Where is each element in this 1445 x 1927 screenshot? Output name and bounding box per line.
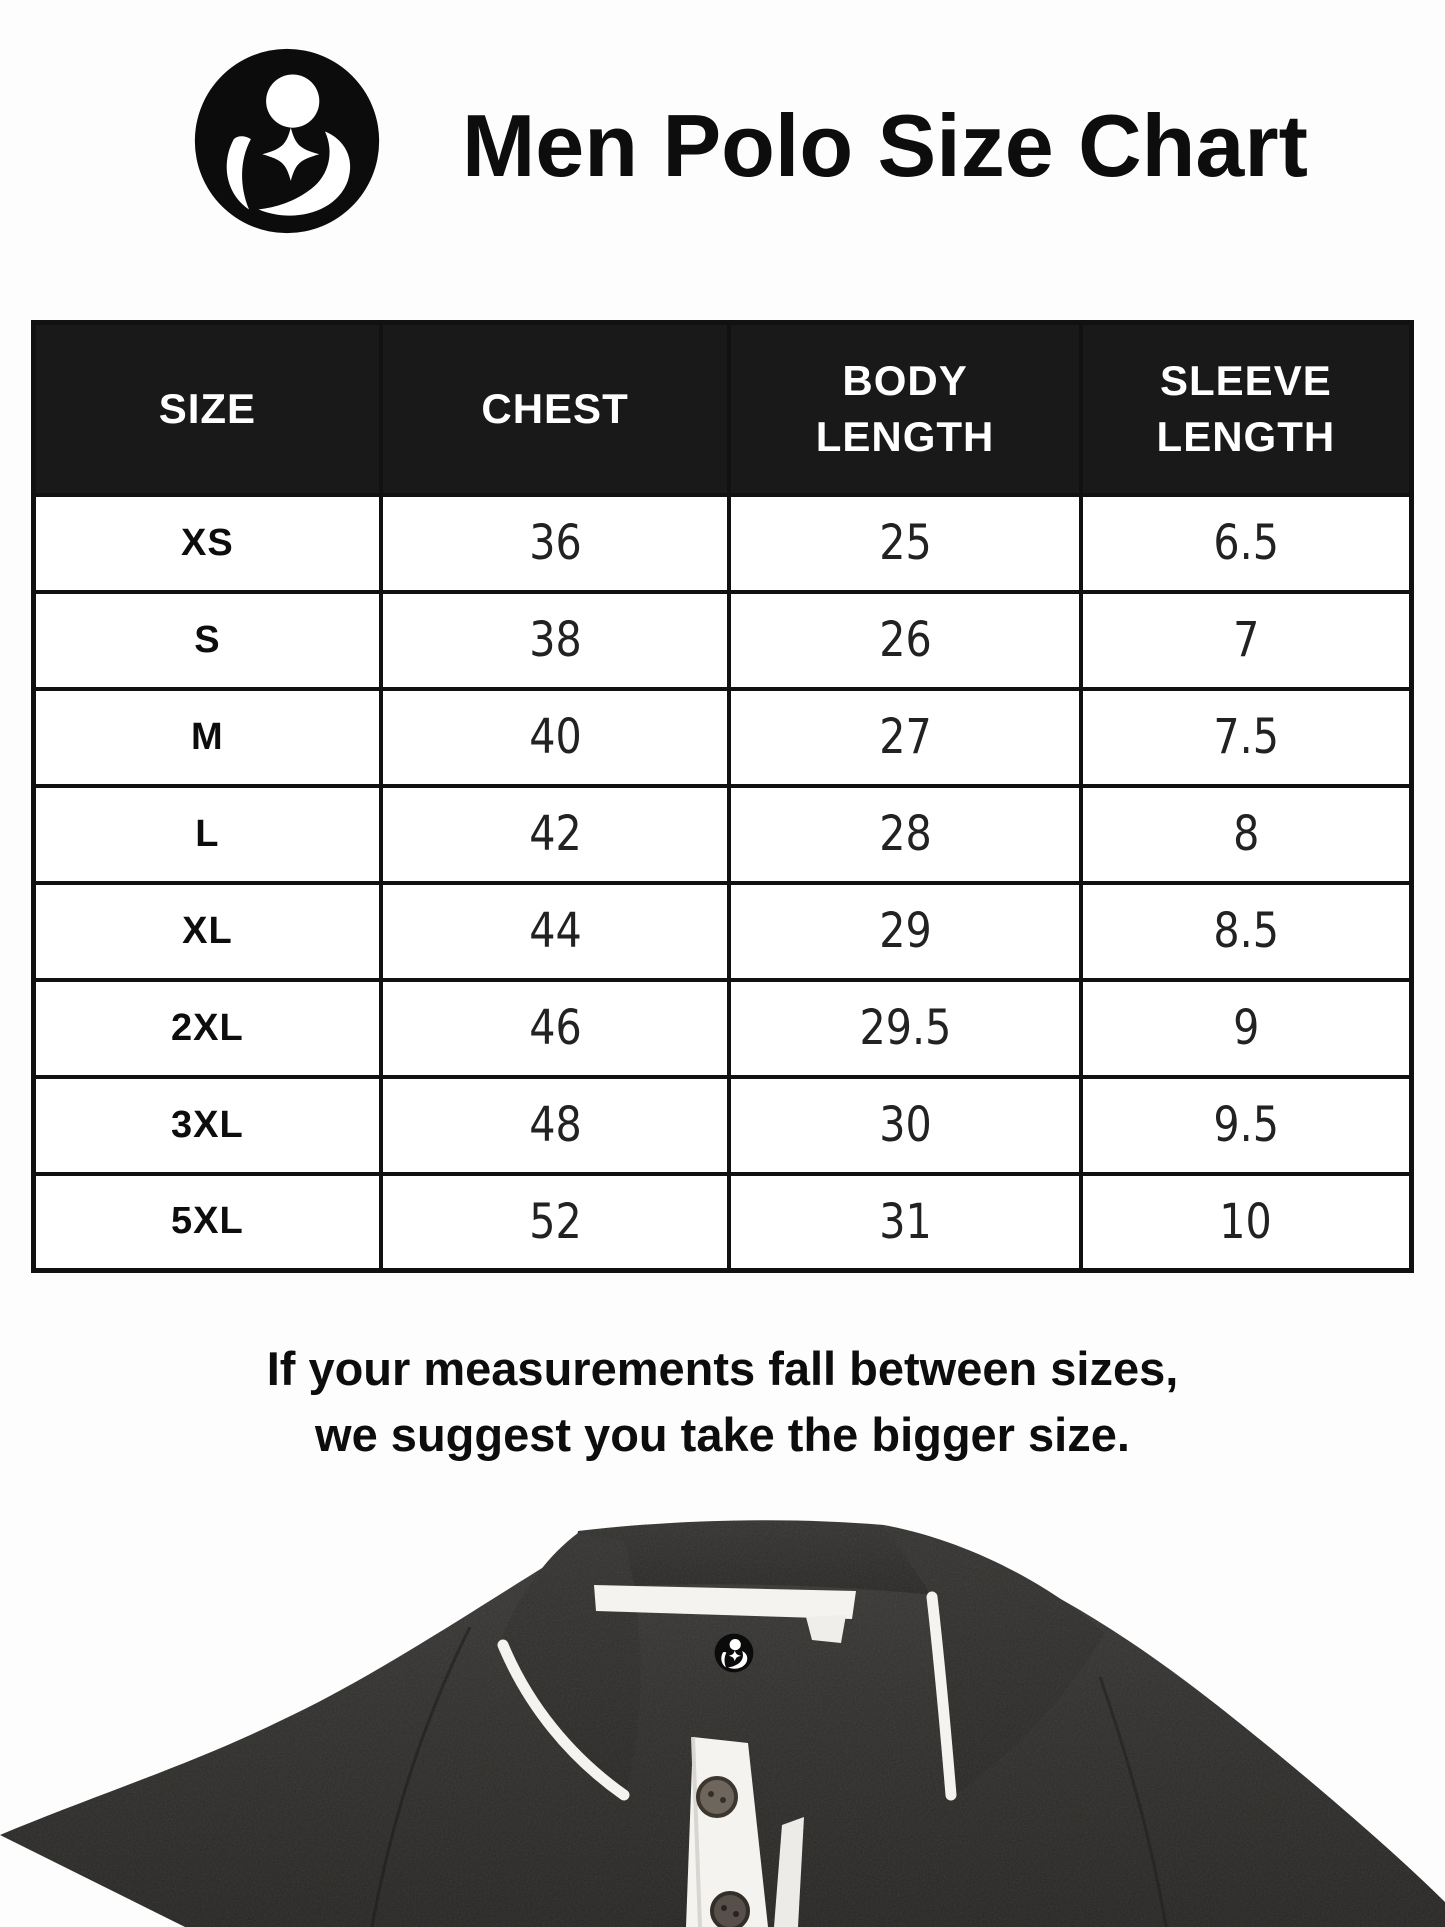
- neck-size-tab: [806, 1615, 846, 1643]
- sleeve-length-value: 8: [1081, 786, 1412, 883]
- chest-value: 44: [381, 883, 730, 980]
- fit-note: [0, 1336, 1445, 1468]
- page-title: Men Polo Size Chart: [462, 96, 1308, 195]
- size-label: S: [34, 592, 381, 689]
- sleeve-length-value: 10: [1081, 1174, 1412, 1271]
- sleeve-length-value: 8.5: [1081, 883, 1412, 980]
- sleeve-length-value: 7: [1081, 592, 1412, 689]
- fit-note-line2: we suggest you take the bigger size.: [315, 1408, 1130, 1461]
- size-label: 2XL: [34, 980, 381, 1077]
- size-label: M: [34, 689, 381, 786]
- lower-button: [712, 1893, 748, 1927]
- sleeve-length-value: 7.5: [1081, 689, 1412, 786]
- body-length-value: 26: [729, 592, 1080, 689]
- size-label: L: [34, 786, 381, 883]
- mother-and-child-brand-icon: [192, 46, 382, 236]
- body-length-value: 31: [729, 1174, 1080, 1271]
- table-row: [34, 786, 1412, 883]
- column-header-chest: CHEST: [381, 323, 730, 495]
- size-label: 3XL: [34, 1077, 381, 1174]
- table-row: [34, 495, 1412, 592]
- size-label: XL: [34, 883, 381, 980]
- table-row: [34, 1077, 1412, 1174]
- chest-value: 38: [381, 592, 730, 689]
- neck-tag-logo-icon: [715, 1634, 754, 1673]
- table-row: [34, 980, 1412, 1077]
- column-header-body-length: BODY LENGTH: [729, 323, 1080, 495]
- table-row: [34, 689, 1412, 786]
- body-length-value: 29.5: [729, 980, 1080, 1077]
- sleeve-length-value: 6.5: [1081, 495, 1412, 592]
- body-length-value: 30: [729, 1077, 1080, 1174]
- chest-value: 46: [381, 980, 730, 1077]
- table-header-row: [34, 323, 1412, 495]
- chest-value: 48: [381, 1077, 730, 1174]
- chest-value: 40: [381, 689, 730, 786]
- size-label: 5XL: [34, 1174, 381, 1271]
- column-header-sleeve-length: SLEEVE LENGTH: [1081, 323, 1412, 495]
- table-row: [34, 592, 1412, 689]
- body-length-value: 29: [729, 883, 1080, 980]
- fit-note-line1: If your measurements fall between sizes,: [266, 1342, 1179, 1395]
- size-chart-table: [31, 320, 1414, 1273]
- body-length-value: 27: [729, 689, 1080, 786]
- body-length-value: 28: [729, 786, 1080, 883]
- sleeve-length-value: 9.5: [1081, 1077, 1412, 1174]
- polo-shirt-photo: [0, 1497, 1445, 1927]
- size-label: XS: [34, 495, 381, 592]
- sleeve-length-value: 9: [1081, 980, 1412, 1077]
- chest-value: 52: [381, 1174, 730, 1271]
- table-row: [34, 1174, 1412, 1271]
- top-button: [698, 1778, 736, 1816]
- column-header-size: SIZE: [34, 323, 381, 495]
- body-length-value: 25: [729, 495, 1080, 592]
- chest-value: 42: [381, 786, 730, 883]
- table-row: [34, 883, 1412, 980]
- chest-value: 36: [381, 495, 730, 592]
